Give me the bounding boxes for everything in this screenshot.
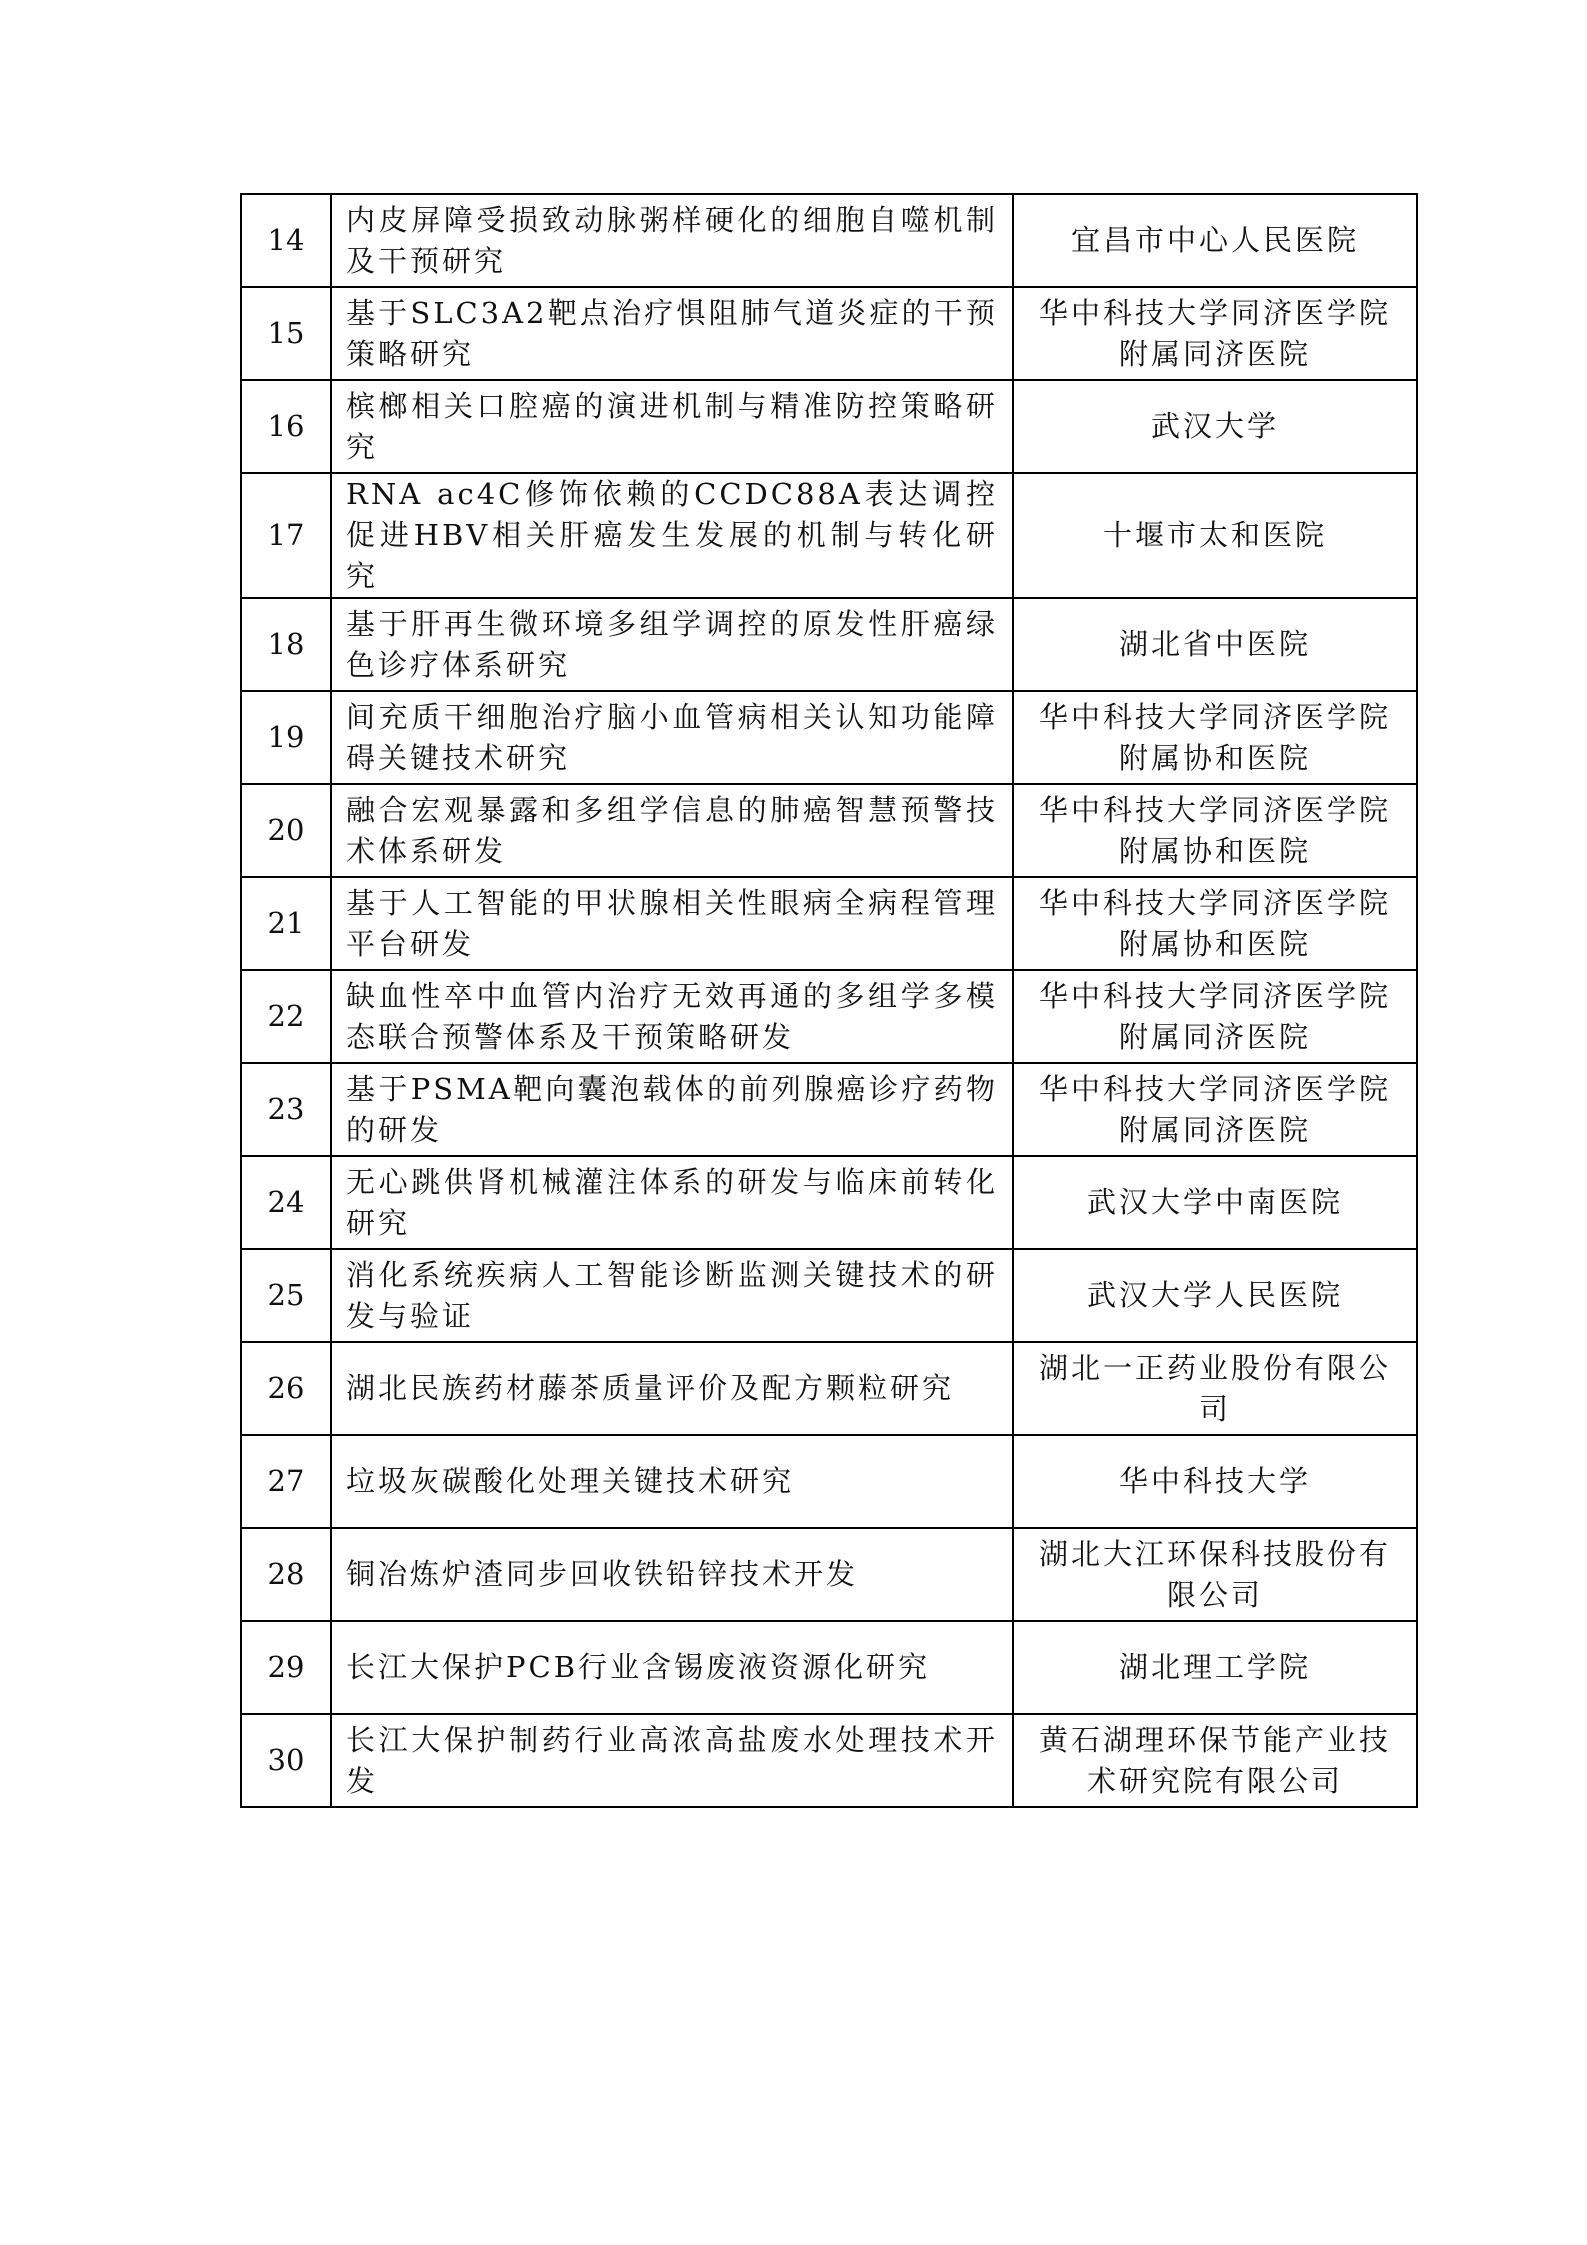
- row-number: 19: [241, 691, 331, 784]
- project-title: 基于PSMA靶向囊泡载体的前列腺癌诊疗药物的研发: [331, 1063, 1013, 1156]
- table-row: [241, 473, 1417, 598]
- table-row: [241, 784, 1417, 877]
- table-row: [241, 1621, 1417, 1714]
- project-title: 融合宏观暴露和多组学信息的肺癌智慧预警技术体系研发: [331, 784, 1013, 877]
- row-number: 24: [241, 1156, 331, 1249]
- row-number: 23: [241, 1063, 331, 1156]
- project-title: 缺血性卒中血管内治疗无效再通的多组学多模态联合预警体系及干预策略研发: [331, 970, 1013, 1063]
- row-number: 26: [241, 1342, 331, 1435]
- table-row: [241, 598, 1417, 691]
- project-title: 垃圾灰碳酸化处理关键技术研究: [331, 1435, 1013, 1528]
- project-title: 无心跳供肾机械灌注体系的研发与临床前转化研究: [331, 1156, 1013, 1249]
- project-title: 长江大保护制药行业高浓高盐废水处理技术开发: [331, 1714, 1013, 1807]
- project-unit: 武汉大学: [1013, 380, 1417, 473]
- table-row: [241, 1528, 1417, 1621]
- table-row: [241, 1714, 1417, 1807]
- project-unit: 华中科技大学同济医学院附属同济医院: [1013, 287, 1417, 380]
- project-title: 消化系统疾病人工智能诊断监测关键技术的研发与验证: [331, 1249, 1013, 1342]
- project-title: 基于人工智能的甲状腺相关性眼病全病程管理平台研发: [331, 877, 1013, 970]
- project-unit: 武汉大学人民医院: [1013, 1249, 1417, 1342]
- project-unit: 华中科技大学同济医学院附属协和医院: [1013, 691, 1417, 784]
- row-number: 29: [241, 1621, 331, 1714]
- table-row: [241, 1342, 1417, 1435]
- table-row: [241, 194, 1417, 287]
- table-row: [241, 1435, 1417, 1528]
- row-number: 14: [241, 194, 331, 287]
- project-unit: 华中科技大学同济医学院附属协和医院: [1013, 784, 1417, 877]
- project-title: 基于SLC3A2靶点治疗惧阻肺气道炎症的干预策略研究: [331, 287, 1013, 380]
- table-row: [241, 1156, 1417, 1249]
- row-number: 15: [241, 287, 331, 380]
- row-number: 22: [241, 970, 331, 1063]
- project-title: 间充质干细胞治疗脑小血管病相关认知功能障碍关键技术研究: [331, 691, 1013, 784]
- project-unit: 华中科技大学: [1013, 1435, 1417, 1528]
- project-unit: 华中科技大学同济医学院附属同济医院: [1013, 1063, 1417, 1156]
- row-number: 20: [241, 784, 331, 877]
- project-title: 内皮屏障受损致动脉粥样硬化的细胞自噬机制及干预研究: [331, 194, 1013, 287]
- project-unit: 武汉大学中南医院: [1013, 1156, 1417, 1249]
- table-row: [241, 380, 1417, 473]
- table-row: [241, 877, 1417, 970]
- row-number: 16: [241, 380, 331, 473]
- row-number: 18: [241, 598, 331, 691]
- project-unit: 湖北大江环保科技股份有限公司: [1013, 1528, 1417, 1621]
- project-title: 基于肝再生微环境多组学调控的原发性肝癌绿色诊疗体系研究: [331, 598, 1013, 691]
- row-number: 30: [241, 1714, 331, 1807]
- row-number: 28: [241, 1528, 331, 1621]
- table-row: [241, 1063, 1417, 1156]
- row-number: 17: [241, 473, 331, 598]
- project-unit: 华中科技大学同济医学院附属协和医院: [1013, 877, 1417, 970]
- project-title: 长江大保护PCB行业含锡废液资源化研究: [331, 1621, 1013, 1714]
- project-table-body: [241, 194, 1417, 1807]
- project-table: [240, 193, 1418, 1808]
- project-title: 槟榔相关口腔癌的演进机制与精准防控策略研究: [331, 380, 1013, 473]
- row-number: 21: [241, 877, 331, 970]
- project-unit: 十堰市太和医院: [1013, 473, 1417, 598]
- project-title: 铜冶炼炉渣同步回收铁铅锌技术开发: [331, 1528, 1013, 1621]
- row-number: 25: [241, 1249, 331, 1342]
- table-row: [241, 970, 1417, 1063]
- table-row: [241, 691, 1417, 784]
- project-unit: 湖北省中医院: [1013, 598, 1417, 691]
- table-row: [241, 1249, 1417, 1342]
- project-unit: 湖北理工学院: [1013, 1621, 1417, 1714]
- table-row: [241, 287, 1417, 380]
- project-title: 湖北民族药材藤茶质量评价及配方颗粒研究: [331, 1342, 1013, 1435]
- project-unit: 湖北一正药业股份有限公司: [1013, 1342, 1417, 1435]
- project-unit: 宜昌市中心人民医院: [1013, 194, 1417, 287]
- project-title: RNA ac4C修饰依赖的CCDC88A表达调控促进HBV相关肝癌发生发展的机制与转化研究: [331, 473, 1013, 598]
- project-unit: 华中科技大学同济医学院附属同济医院: [1013, 970, 1417, 1063]
- row-number: 27: [241, 1435, 331, 1528]
- project-unit: 黄石湖理环保节能产业技术研究院有限公司: [1013, 1714, 1417, 1807]
